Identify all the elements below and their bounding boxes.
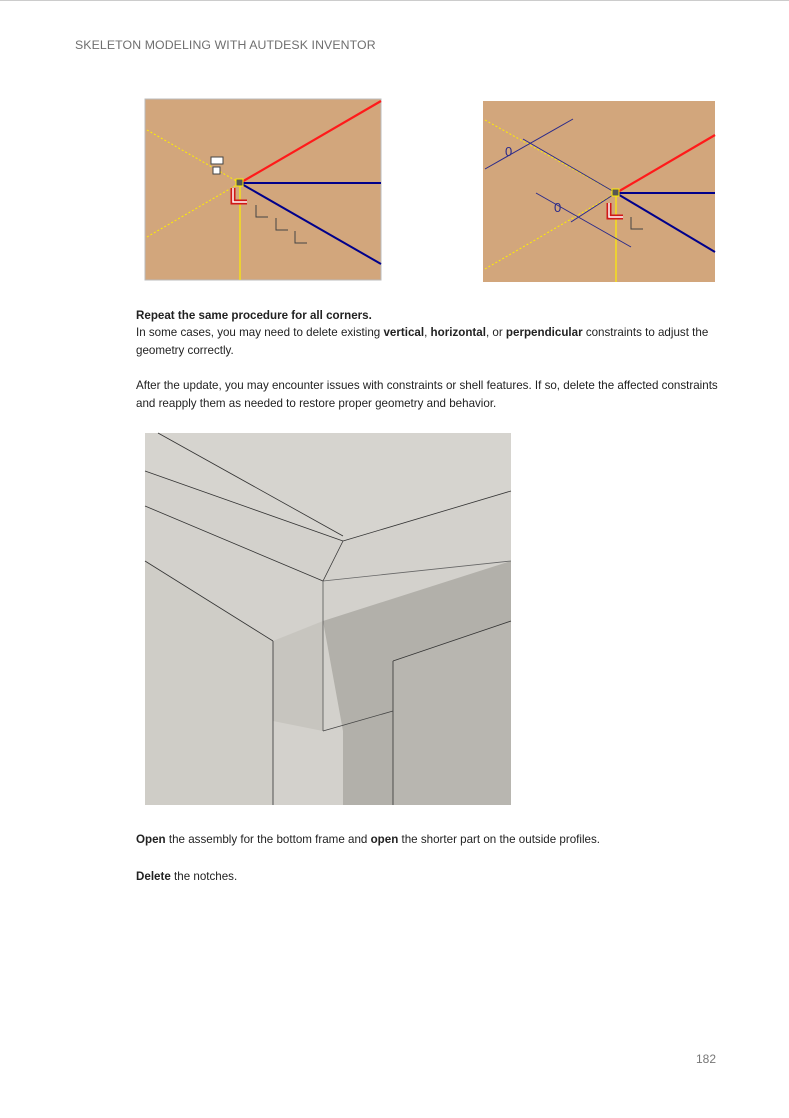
paragraph-constraints: In some cases, you may need to delete existing vertical, horizontal, or perpendicular constraints to adjust the geometry correctly. xyxy=(136,326,709,357)
running-header: SKELETON MODELING WITH AUTDESK INVENTOR xyxy=(75,38,376,52)
dimension-label: 0 xyxy=(554,200,562,215)
page-number: 182 xyxy=(696,1052,717,1066)
sketch-figure-right xyxy=(481,99,717,285)
dimension-label: 0 xyxy=(505,144,513,159)
model-3d-figure xyxy=(143,431,513,808)
top-rule xyxy=(0,0,789,1)
paragraph-after-update: After the update, you may encounter issues with constraints or shell features. If so, delete the affected constraints and reapply them as needed to restore proper geometry and behavior. xyxy=(136,379,718,410)
sketch-figure-left xyxy=(143,97,383,283)
paragraph-open-assembly: Open the assembly for the bottom frame and open the shorter part on the outside profiles. xyxy=(136,833,601,846)
paragraph-delete-notches: Delete the notches. xyxy=(136,870,238,883)
paragraph-repeat: Repeat the same procedure for all corners. xyxy=(136,309,372,322)
